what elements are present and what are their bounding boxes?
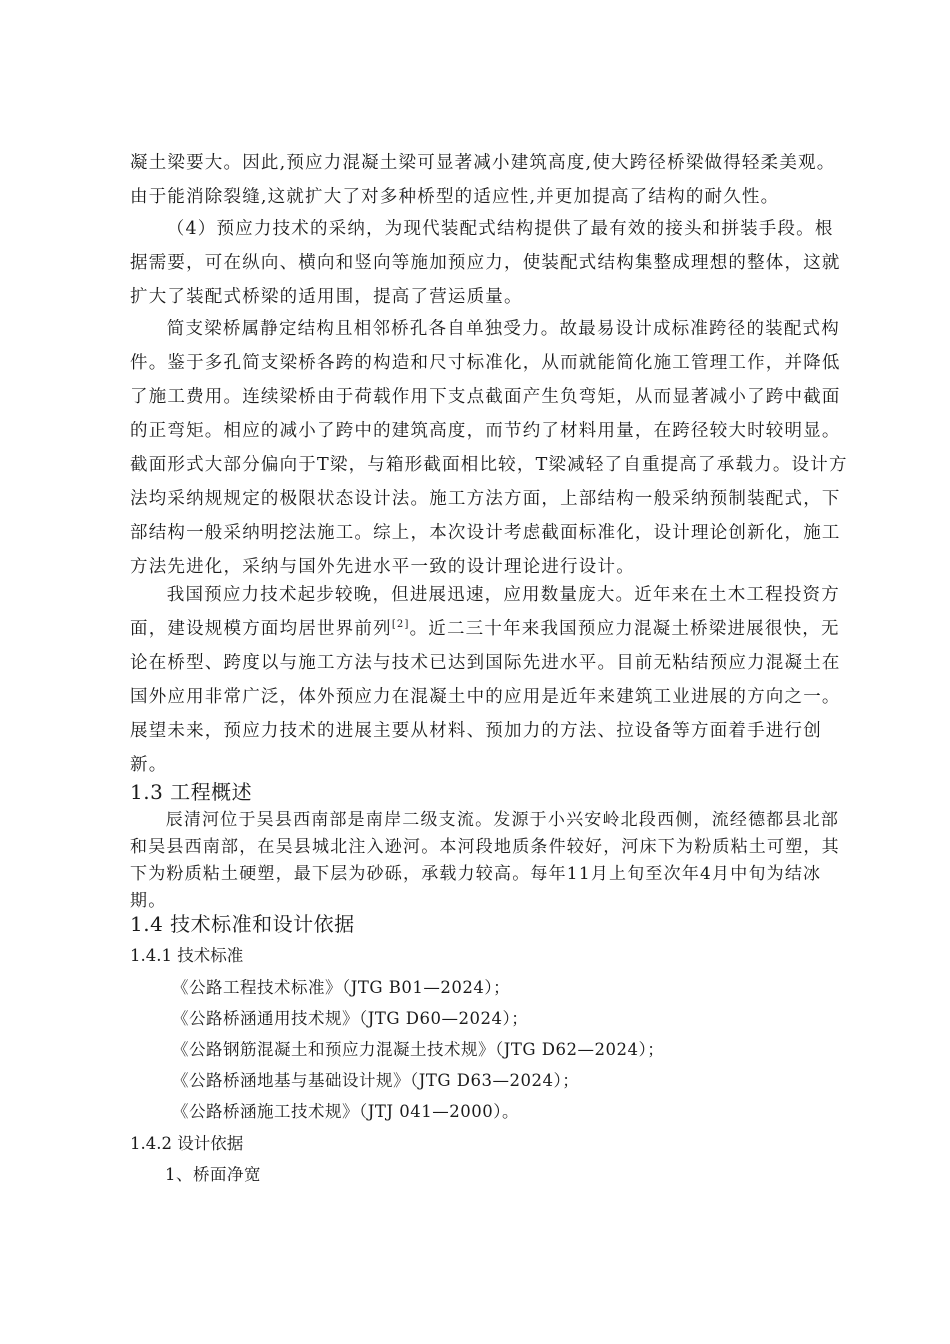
paragraph-domestic-development: 我国预应力技术起步较晚，但进展迅速，应用数量庞大。近年来在土木工程投资方面，建设规模方面均居世界前列[2]。近二三十年来我国预应力混凝土桥梁进展很快，无论在桥型、跨度以与施工方法与技术已达到国际先进水平。目前无粘结预应力混凝土在国外应用非常广泛，体外预应力在混凝土中的应用是近年来建筑工业进展的方向之一。展望未来，预应力技术的进展主要从材料、预加力的方法、拉设备等方面着手进行创新。 [130,585,841,775]
paragraph-simple-beam-bridge: 简支梁桥属静定结构且相邻桥孔各自单独受力。故最易设计成标准跨径的装配式构件。鉴于多孔简支梁桥各跨的构造和尺寸标准化，从而就能简化施工管理工作，并降低了施工费用。连续梁桥由于荷载作用下支点截面产生负弯矩，从而显著减小了跨中截面的正弯矩。相应的减小了跨中的建筑高度，而节约了材料用量，在跨径较大时较明显。截面形式大部分偏向于T梁，与箱形截面相比较，T梁减轻了自重提高了承载力。设计方法均采纳规规定的极限状态设计法。施工方法方面，上部结构一般采纳预制装配式，下部结构一般采纳明挖法施工。综上，本次设计考虑截面标准化，设计理论创新化，施工方法先进化，采纳与国外先进水平一致的设计理论进行设计。 [130,319,848,577]
standard-item: 《公路桥涵通用技术规》（JTG D60—2024）； [172,1009,529,1028]
subheading-1-4-2: 1.4.2 设计依据 [130,1134,244,1153]
design-basis-item: 1、桥面净宽 [165,1165,261,1184]
section-heading-1-3: 1.3 工程概述 [130,780,253,804]
paragraph-prestress-benefits: 凝土梁要大。因此,预应力混凝土梁可显著减小建筑高度,使大跨径桥梁做得轻柔美观。由于能消除裂缝,这就扩大了对多种桥型的适应性,并更加提高了结构的耐久性。 [130,153,836,207]
paragraph-assembly-joints: （4）预应力技术的采纳，为现代装配式结构提供了最有效的接头和拼装手段。根据需要，可在纵向、横向和竖向等施加预应力，使装配式结构集整成理想的整体，这就扩大了装配式桥梁的适用围，提高了营运质量。 [130,219,841,307]
standard-item: 《公路钢筋混凝土和预应力混凝土技术规》（JTG D62—2024）； [172,1040,665,1059]
standard-item: 《公路桥涵地基与基础设计规》（JTG D63—2024）； [172,1071,580,1090]
standard-item: 《公路工程技术标准》（JTG B01—2024）； [172,978,511,997]
citation-ref: [2] [391,619,410,630]
standard-item: 《公路桥涵施工技术规》（JTJ 041—2000）。 [172,1102,519,1121]
section-heading-1-4: 1.4 技术标准和设计依据 [130,912,355,936]
paragraph-project-overview: 辰清河位于吴县西南部是南岸二级支流。发源于小兴安岭北段西侧，流经德都县北部和吴县西南部，在吴县城北注入逊河。本河段地质条件较好，河床下为粉质粘土可塑，其下为粉质粘土硬塑，最下层为砂砾，承载力较高。每年11月上旬至次年4月中旬为结冰期。 [130,810,840,911]
subheading-1-4-1: 1.4.1 技术标准 [130,946,244,965]
